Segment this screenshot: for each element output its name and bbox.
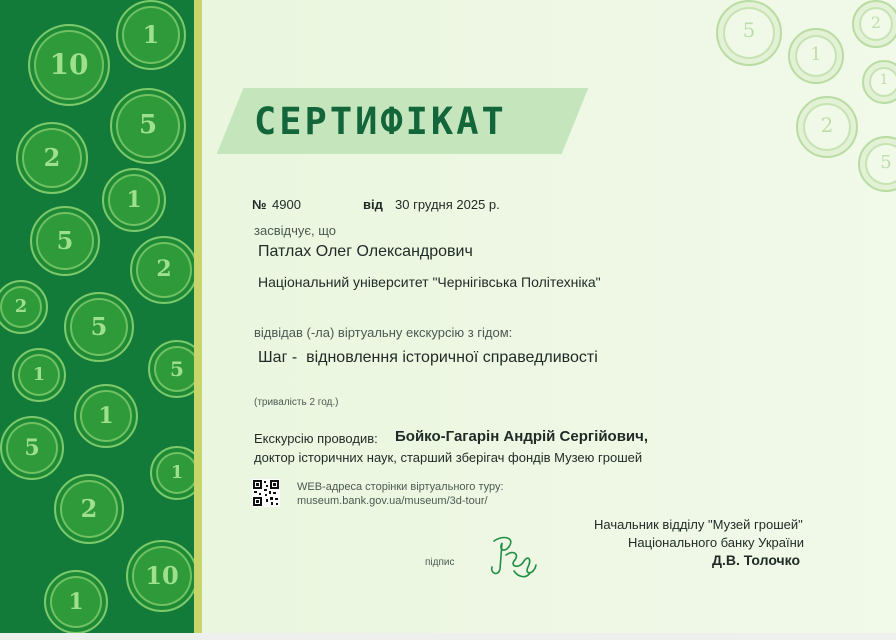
faint-coin-icon: 5	[858, 136, 896, 192]
coin-icon: 5	[110, 88, 186, 164]
coin-pattern-strip	[0, 0, 194, 633]
signatory-position: Начальник відділу "Музей грошей"	[594, 517, 803, 532]
signature-image	[484, 531, 540, 583]
coin-icon: 1	[44, 570, 108, 633]
tour-name: Шаг - відновлення історичної справедливості	[258, 349, 598, 366]
coin-icon: 1	[102, 168, 166, 232]
coin-icon: 1	[116, 0, 186, 70]
coin-icon: 1	[150, 446, 194, 500]
certificate-date: 30 грудня 2025 р.	[395, 197, 500, 212]
guide-name: Бойко-Гагарін Андрій Сергійович,	[395, 428, 649, 445]
web-address-label: WEB-адреса сторінки віртуального туру:	[297, 481, 504, 493]
gold-border-strip	[194, 0, 202, 633]
signatory-name: Д.В. Толочко	[712, 552, 801, 568]
recipient-name: Патлах Олег Олександрович	[258, 243, 473, 260]
faint-coin-icon: 1	[788, 28, 844, 84]
coin-icon: 5	[148, 340, 194, 398]
date-prefix: від	[363, 197, 383, 212]
certifies-text: засвідчує, що	[254, 223, 336, 238]
organization-name: Національний університет "Чернігівська Політехніка"	[258, 274, 601, 290]
faint-coin-icon: 1	[862, 60, 896, 104]
coin-icon: 2	[54, 474, 124, 544]
visited-text: відвідав (-ла) віртуальну екскурсію з гідом:	[254, 325, 513, 340]
faint-coin-icon: 5	[716, 0, 782, 66]
guide-label: Екскурсію проводив:	[254, 431, 378, 446]
faint-coin-icon: 2	[796, 96, 858, 158]
coin-icon: 2	[0, 280, 48, 334]
signatory-organization: Національного банку України	[628, 535, 805, 550]
coin-icon: 5	[0, 416, 64, 480]
web-address-url[interactable]: museum.bank.gov.ua/museum/3d-tour/	[297, 495, 488, 507]
guide-title: доктор історичних наук, старший зберігач фондів Музею грошей	[254, 450, 643, 465]
coin-icon: 10	[28, 24, 110, 106]
coin-icon: 10	[126, 540, 194, 612]
qr-code-icon	[252, 479, 280, 507]
coin-icon: 5	[64, 292, 134, 362]
faint-coin-icon: 2	[852, 0, 896, 48]
coin-icon: 5	[30, 206, 100, 276]
duration-text: (тривалість 2 год.)	[254, 397, 339, 408]
coin-icon: 1	[12, 348, 66, 402]
number-prefix: №	[252, 197, 267, 212]
coin-icon: 1	[74, 384, 138, 448]
certificate-number: 4900	[272, 197, 301, 212]
coin-icon: 2	[16, 122, 88, 194]
coin-icon: 2	[130, 236, 194, 304]
certificate-title: СЕРТИФІКАТ	[254, 100, 507, 143]
signature-label: підпис	[425, 557, 455, 568]
